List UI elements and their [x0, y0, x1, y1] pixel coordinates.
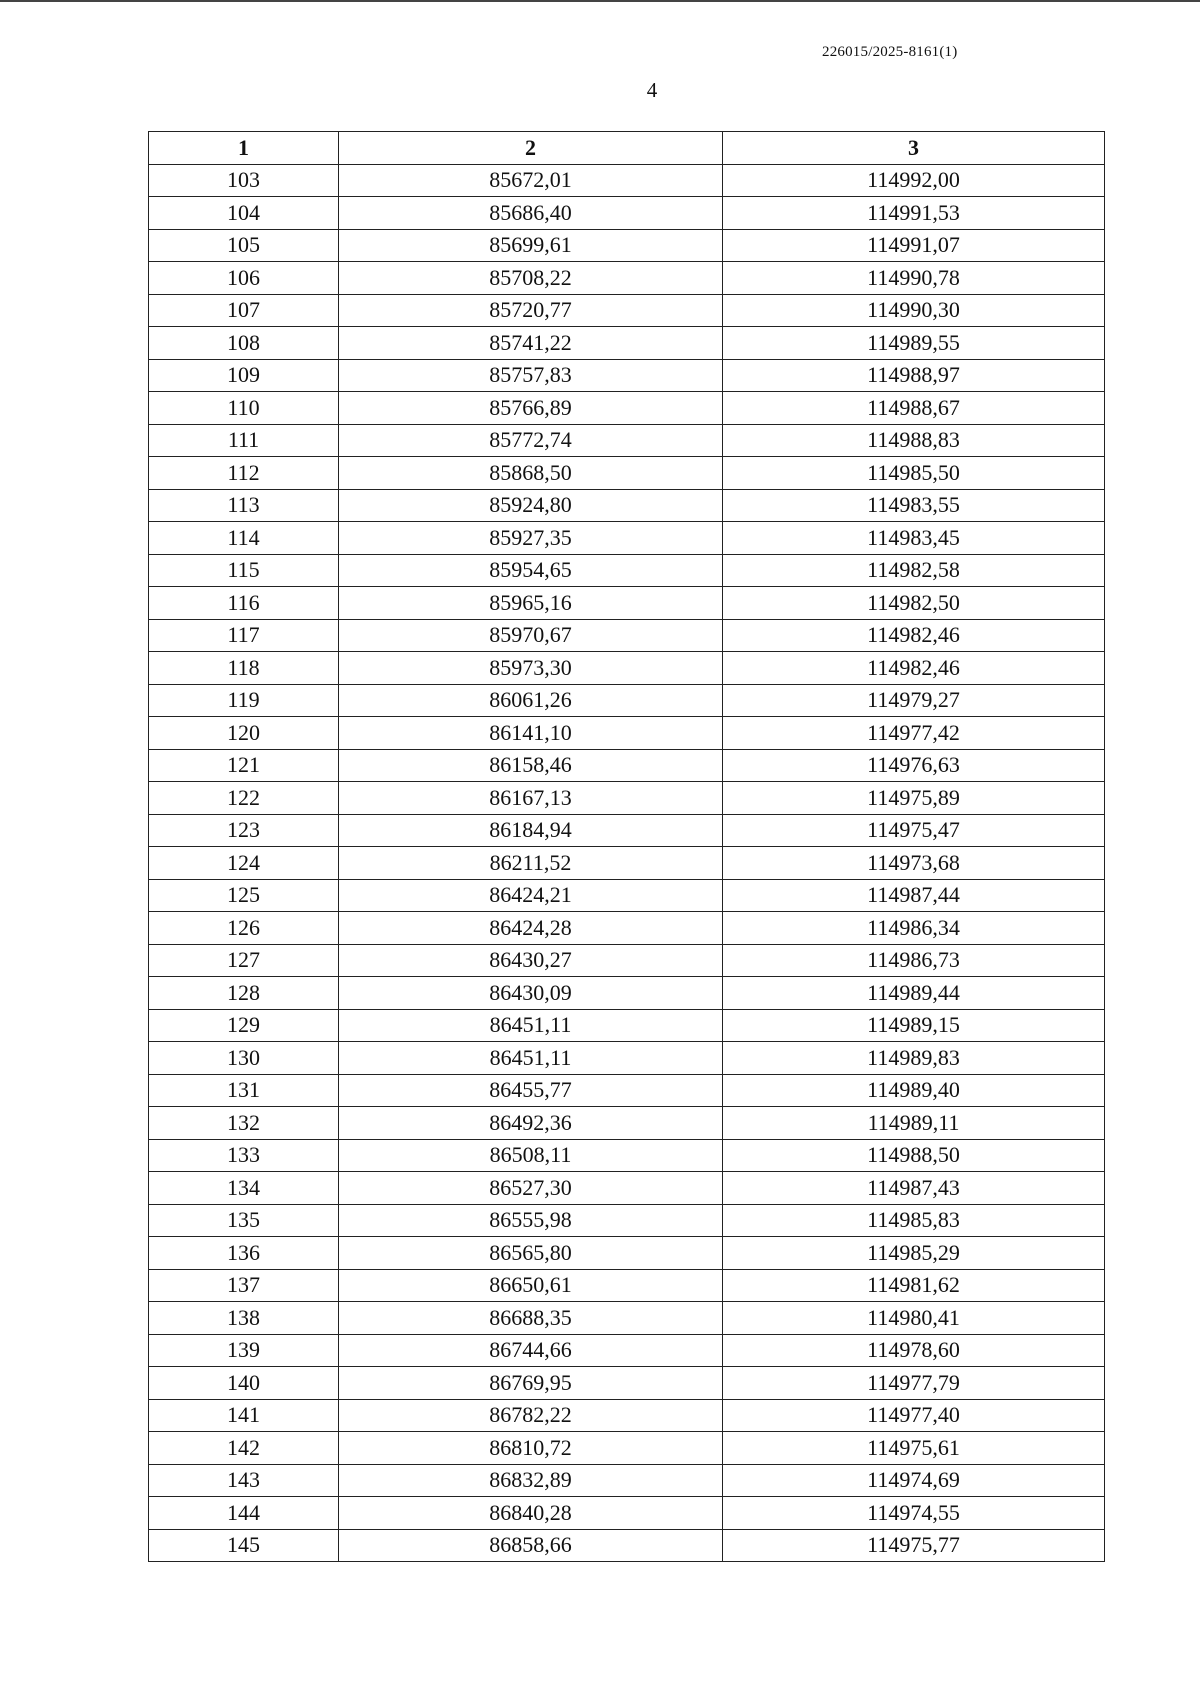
coordinate-x-cell: 85708,22	[339, 262, 723, 295]
coordinate-y-cell: 114973,68	[723, 847, 1105, 880]
table-body	[149, 164, 1105, 1562]
coordinate-x-cell: 86832,89	[339, 1464, 723, 1497]
coordinate-y-cell: 114983,55	[723, 489, 1105, 522]
point-number-cell: 131	[149, 1074, 339, 1107]
coordinate-x-cell: 86184,94	[339, 814, 723, 847]
point-number-cell: 134	[149, 1172, 339, 1205]
point-number-cell: 117	[149, 619, 339, 652]
coordinate-y-cell: 114978,60	[723, 1334, 1105, 1367]
coordinate-x-cell: 86430,09	[339, 977, 723, 1010]
top-border-line	[0, 0, 1200, 2]
coordinate-x-cell: 86858,66	[339, 1529, 723, 1562]
table-row	[149, 1009, 1105, 1042]
table-row	[149, 522, 1105, 555]
coordinate-y-cell: 114976,63	[723, 749, 1105, 782]
table-row	[149, 912, 1105, 945]
table-row	[149, 392, 1105, 425]
coordinate-x-cell: 86810,72	[339, 1432, 723, 1465]
table-row	[149, 424, 1105, 457]
coordinate-x-cell: 85954,65	[339, 554, 723, 587]
table-row	[149, 749, 1105, 782]
table-row	[149, 944, 1105, 977]
coordinate-x-cell: 86158,46	[339, 749, 723, 782]
point-number-cell: 128	[149, 977, 339, 1010]
table-row	[149, 977, 1105, 1010]
table-row	[149, 554, 1105, 587]
point-number-cell: 129	[149, 1009, 339, 1042]
coordinate-y-cell: 114977,42	[723, 717, 1105, 750]
point-number-cell: 135	[149, 1204, 339, 1237]
table-row	[149, 1432, 1105, 1465]
point-number-cell: 103	[149, 164, 339, 197]
coordinate-y-cell: 114988,50	[723, 1139, 1105, 1172]
coordinate-y-cell: 114983,45	[723, 522, 1105, 555]
table-row	[149, 684, 1105, 717]
coordinate-x-cell: 85973,30	[339, 652, 723, 685]
coordinate-y-cell: 114988,67	[723, 392, 1105, 425]
coordinate-x-cell: 86424,28	[339, 912, 723, 945]
point-number-cell: 141	[149, 1399, 339, 1432]
coordinate-x-cell: 86424,21	[339, 879, 723, 912]
table-row	[149, 717, 1105, 750]
coordinate-y-cell: 114986,34	[723, 912, 1105, 945]
document-number: 226015/2025-8161(1)	[822, 44, 958, 60]
coordinate-y-cell: 114991,53	[723, 197, 1105, 230]
table-row	[149, 1074, 1105, 1107]
point-number-cell: 143	[149, 1464, 339, 1497]
coordinate-y-cell: 114979,27	[723, 684, 1105, 717]
coordinate-y-cell: 114974,55	[723, 1497, 1105, 1530]
coordinate-y-cell: 114982,46	[723, 652, 1105, 685]
table-row	[149, 1172, 1105, 1205]
point-number-cell: 116	[149, 587, 339, 620]
point-number-cell: 132	[149, 1107, 339, 1140]
table-row	[149, 1497, 1105, 1530]
coordinate-y-cell: 114975,47	[723, 814, 1105, 847]
coordinate-x-cell: 85868,50	[339, 457, 723, 490]
table-row	[149, 814, 1105, 847]
coordinate-y-cell: 114977,40	[723, 1399, 1105, 1432]
table-row	[149, 1139, 1105, 1172]
coordinate-x-cell: 86061,26	[339, 684, 723, 717]
point-number-cell: 104	[149, 197, 339, 230]
coordinate-y-cell: 114985,29	[723, 1237, 1105, 1270]
coordinate-x-cell: 86451,11	[339, 1042, 723, 1075]
coordinate-y-cell: 114989,55	[723, 327, 1105, 360]
coordinate-x-cell: 86688,35	[339, 1302, 723, 1335]
coordinate-y-cell: 114975,61	[723, 1432, 1105, 1465]
point-number-cell: 114	[149, 522, 339, 555]
coordinate-y-cell: 114992,00	[723, 164, 1105, 197]
table-row	[149, 1042, 1105, 1075]
coordinate-x-cell: 85927,35	[339, 522, 723, 555]
table-row	[149, 262, 1105, 295]
coordinate-y-cell: 114990,30	[723, 294, 1105, 327]
coordinate-y-cell: 114975,89	[723, 782, 1105, 815]
coordinate-x-cell: 86565,80	[339, 1237, 723, 1270]
coordinate-x-cell: 86167,13	[339, 782, 723, 815]
coordinate-x-cell: 86455,77	[339, 1074, 723, 1107]
coordinate-y-cell: 114980,41	[723, 1302, 1105, 1335]
point-number-cell: 140	[149, 1367, 339, 1400]
coordinate-x-cell: 86508,11	[339, 1139, 723, 1172]
coordinate-x-cell: 85741,22	[339, 327, 723, 360]
table-row	[149, 1107, 1105, 1140]
point-number-cell: 118	[149, 652, 339, 685]
table-row	[149, 782, 1105, 815]
point-number-cell: 113	[149, 489, 339, 522]
point-number-cell: 145	[149, 1529, 339, 1562]
table-row	[149, 652, 1105, 685]
table-row	[149, 1204, 1105, 1237]
coordinate-x-cell: 86527,30	[339, 1172, 723, 1205]
point-number-cell: 138	[149, 1302, 339, 1335]
coordinate-y-cell: 114989,83	[723, 1042, 1105, 1075]
table-row	[149, 489, 1105, 522]
table-row	[149, 1237, 1105, 1270]
point-number-cell: 130	[149, 1042, 339, 1075]
table-row	[149, 1367, 1105, 1400]
coordinate-x-cell: 86492,36	[339, 1107, 723, 1140]
coordinate-y-cell: 114987,44	[723, 879, 1105, 912]
coordinate-x-cell: 85970,67	[339, 619, 723, 652]
table-row	[149, 164, 1105, 197]
coordinate-y-cell: 114990,78	[723, 262, 1105, 295]
point-number-cell: 105	[149, 229, 339, 262]
coordinate-x-cell: 86744,66	[339, 1334, 723, 1367]
column-header-2: 2	[339, 132, 723, 165]
coordinate-x-cell: 85699,61	[339, 229, 723, 262]
coordinate-x-cell: 85772,74	[339, 424, 723, 457]
table-row	[149, 294, 1105, 327]
coordinate-x-cell: 86211,52	[339, 847, 723, 880]
coordinate-y-cell: 114989,15	[723, 1009, 1105, 1042]
table-row	[149, 229, 1105, 262]
table-row	[149, 359, 1105, 392]
table-row	[149, 1464, 1105, 1497]
coordinate-y-cell: 114977,79	[723, 1367, 1105, 1400]
point-number-cell: 120	[149, 717, 339, 750]
coordinate-x-cell: 86451,11	[339, 1009, 723, 1042]
coordinate-x-cell: 85766,89	[339, 392, 723, 425]
point-number-cell: 119	[149, 684, 339, 717]
table-row	[149, 1529, 1105, 1562]
table-header-row	[149, 132, 1105, 165]
table-header	[149, 132, 1105, 165]
table-row	[149, 1302, 1105, 1335]
coordinate-x-cell: 86555,98	[339, 1204, 723, 1237]
coordinate-y-cell: 114985,83	[723, 1204, 1105, 1237]
coordinate-y-cell: 114989,40	[723, 1074, 1105, 1107]
coordinate-x-cell: 85720,77	[339, 294, 723, 327]
coordinate-x-cell: 86840,28	[339, 1497, 723, 1530]
coordinate-x-cell: 85757,83	[339, 359, 723, 392]
coordinate-y-cell: 114974,69	[723, 1464, 1105, 1497]
coordinates-table	[148, 131, 1105, 1562]
coordinate-y-cell: 114989,11	[723, 1107, 1105, 1140]
coordinate-y-cell: 114991,07	[723, 229, 1105, 262]
coordinate-y-cell: 114988,97	[723, 359, 1105, 392]
coordinate-x-cell: 86430,27	[339, 944, 723, 977]
point-number-cell: 142	[149, 1432, 339, 1465]
coordinate-x-cell: 85686,40	[339, 197, 723, 230]
point-number-cell: 107	[149, 294, 339, 327]
table-row	[149, 619, 1105, 652]
point-number-cell: 112	[149, 457, 339, 490]
point-number-cell: 109	[149, 359, 339, 392]
coordinate-y-cell: 114981,62	[723, 1269, 1105, 1302]
coordinate-x-cell: 86769,95	[339, 1367, 723, 1400]
point-number-cell: 136	[149, 1237, 339, 1270]
point-number-cell: 133	[149, 1139, 339, 1172]
coordinate-x-cell: 86782,22	[339, 1399, 723, 1432]
column-header-1: 1	[149, 132, 339, 165]
point-number-cell: 115	[149, 554, 339, 587]
coordinate-x-cell: 85924,80	[339, 489, 723, 522]
table-row	[149, 1334, 1105, 1367]
column-header-3: 3	[723, 132, 1105, 165]
table-row	[149, 1399, 1105, 1432]
point-number-cell: 137	[149, 1269, 339, 1302]
point-number-cell: 108	[149, 327, 339, 360]
table-row	[149, 847, 1105, 880]
coordinate-x-cell: 86650,61	[339, 1269, 723, 1302]
page-number: 4	[646, 78, 658, 102]
coordinate-y-cell: 114975,77	[723, 1529, 1105, 1562]
coordinate-x-cell: 85672,01	[339, 164, 723, 197]
point-number-cell: 144	[149, 1497, 339, 1530]
table-row	[149, 587, 1105, 620]
coordinate-x-cell: 85965,16	[339, 587, 723, 620]
coordinate-y-cell: 114982,46	[723, 619, 1105, 652]
point-number-cell: 125	[149, 879, 339, 912]
table-row	[149, 457, 1105, 490]
coordinate-y-cell: 114985,50	[723, 457, 1105, 490]
coordinate-y-cell: 114989,44	[723, 977, 1105, 1010]
point-number-cell: 126	[149, 912, 339, 945]
coordinate-y-cell: 114988,83	[723, 424, 1105, 457]
table-row	[149, 1269, 1105, 1302]
point-number-cell: 123	[149, 814, 339, 847]
point-number-cell: 124	[149, 847, 339, 880]
coordinate-y-cell: 114987,43	[723, 1172, 1105, 1205]
table-row	[149, 879, 1105, 912]
point-number-cell: 127	[149, 944, 339, 977]
point-number-cell: 139	[149, 1334, 339, 1367]
point-number-cell: 122	[149, 782, 339, 815]
coordinate-y-cell: 114986,73	[723, 944, 1105, 977]
point-number-cell: 111	[149, 424, 339, 457]
point-number-cell: 106	[149, 262, 339, 295]
table-row	[149, 327, 1105, 360]
table-row	[149, 197, 1105, 230]
coordinate-y-cell: 114982,50	[723, 587, 1105, 620]
coordinate-x-cell: 86141,10	[339, 717, 723, 750]
point-number-cell: 110	[149, 392, 339, 425]
point-number-cell: 121	[149, 749, 339, 782]
coordinate-y-cell: 114982,58	[723, 554, 1105, 587]
